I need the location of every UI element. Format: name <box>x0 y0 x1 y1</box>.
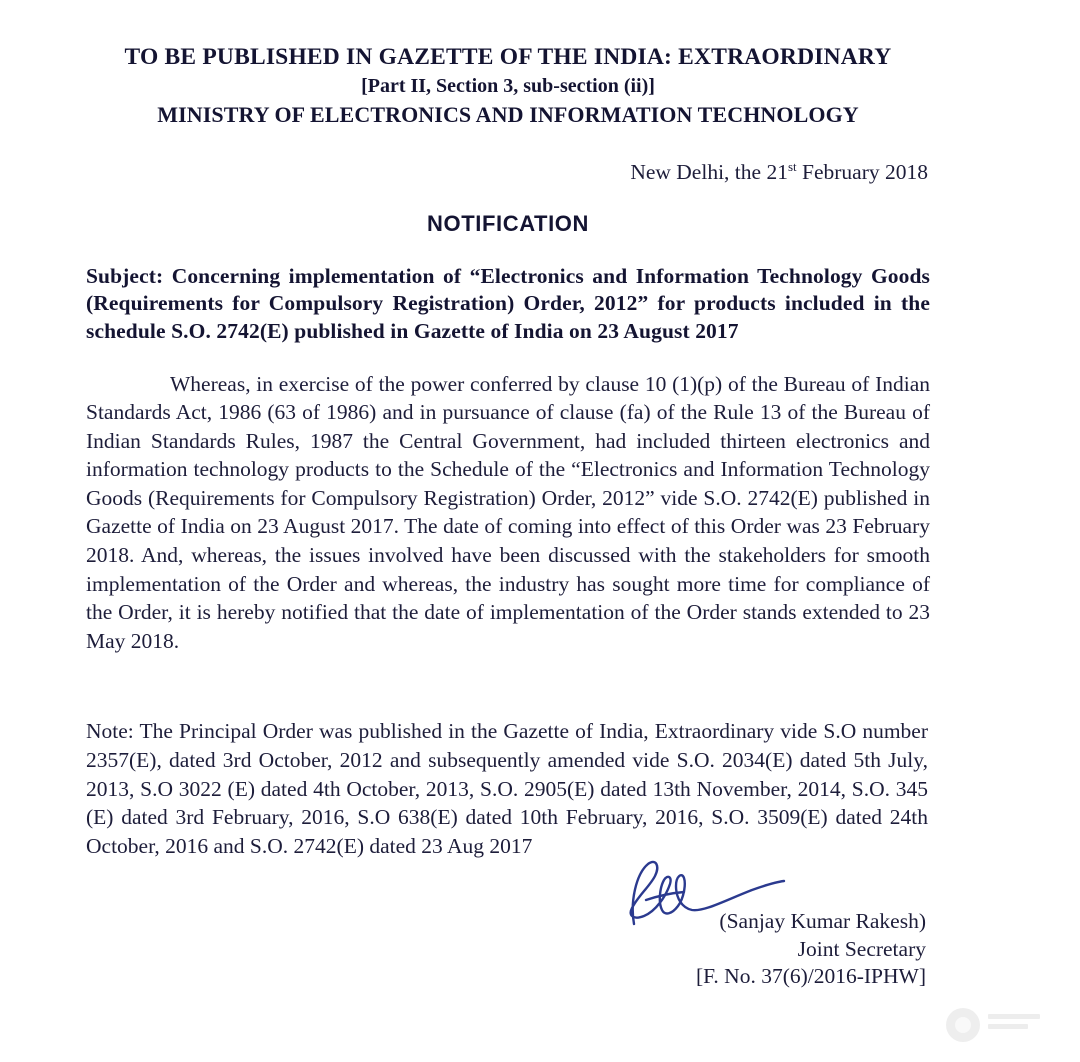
ministry-line: MINISTRY OF ELECTRONICS AND INFORMATION TECHNOLOGY <box>157 102 859 128</box>
subject-label: Subject: <box>86 263 164 288</box>
signatory-designation: Joint Secretary <box>797 936 926 961</box>
subject-block <box>86 263 930 346</box>
gazette-part-line: [Part II, Section 3, sub-section (ii)] <box>361 74 655 97</box>
signatory-name: (Sanjay Kumar Rakesh) <box>719 909 926 934</box>
note-text: The Principal Order was published in the Gazette of India, Extraordinary vide S.O number 2357(E), dated 3rd October, 2012 and subsequently amended vide S.O. 2034(E) dated 5th July, 2013, S.O 3022 (E) dated 4th October, 2013, S.O. 2905(E) dated 13th November, 2014, S.O. 345 (E) dated 3rd February, 2016, S.O 638(E) dated 10th February, 2016, S.O. 3509(E) dated 24th October, 2016 and S.O. 2742(E) dated 23 Aug 2017 <box>86 719 928 858</box>
notification-title: NOTIFICATION <box>427 210 589 236</box>
body-paragraph: Whereas, in exercise of the power conferred by clause 10 (1)(p) of the Bureau of Indian Standards Act, 1986 (63 of 1986) and in pursuance of clause (fa) of the Rule 13 of the Bureau of Indian Standards Rules, 1987 the Central Government, had included thirteen electronics and information technology products to the Schedule of the “Electronics and Information Technology Goods (Requirements for Compulsory Registration) Order, 2012” vide S.O. 2742(E) published in Gazette of India on 23 August 2017. The date of coming into effect of this Order was 23 February 2018. And, whereas, the issues involved have been discussed with the stakeholders for smooth implementation of the Order and whereas, the industry has sought more time for compliance of the Order, it is hereby notified that the date of implementation of the Order stands extended to 23 May 2018. <box>86 371 930 653</box>
dateline-suffix: February 2018 <box>796 159 928 184</box>
dateline <box>86 159 930 185</box>
signature-block <box>86 908 930 991</box>
watermark-logo <box>932 1000 1052 1056</box>
dateline-prefix: New Delhi, the 21 <box>630 159 788 184</box>
note-label: Note: <box>86 719 134 744</box>
watermark-circle-icon <box>946 1008 980 1042</box>
file-reference: [F. No. 37(6)/2016-IPHW] <box>696 964 926 989</box>
note-block <box>86 717 930 860</box>
dateline-ordinal: st <box>787 158 797 174</box>
document-header <box>86 44 930 129</box>
gazette-publication-line: TO BE PUBLISHED IN GAZETTE OF THE INDIA: EXTRAORDINARY <box>124 44 892 70</box>
watermark-text-lines <box>988 1014 1040 1034</box>
subject-text: Concerning implementation of “Electronics and Information Technology Goods (Requirements for Compulsory Registration) Order, 2012” for products included in the schedule S.O. 2742(E) published in Gazette of India on 23 August 2017 <box>86 263 930 343</box>
